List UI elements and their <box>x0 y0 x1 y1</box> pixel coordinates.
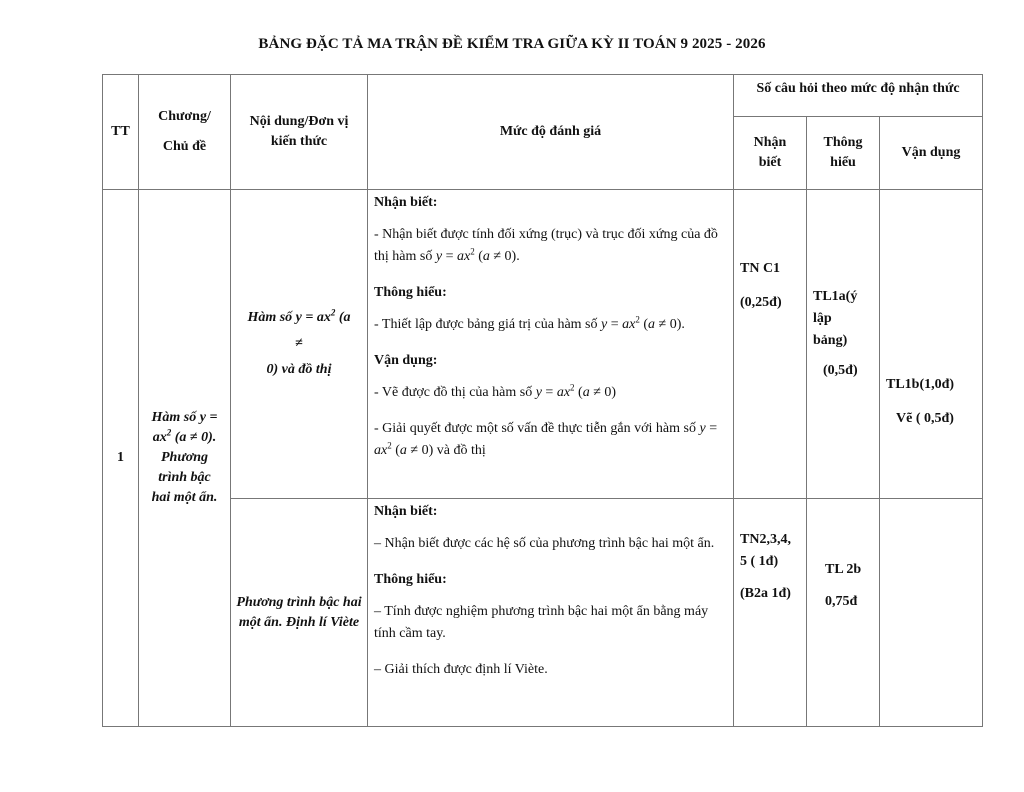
unit-name: Phương trình bậc hai một ẩn. Định lí Viète <box>231 499 368 727</box>
chapter-line5: hai một ẩn. <box>151 490 218 505</box>
header-chapter-line1: Chương/ <box>158 109 211 124</box>
section-heading: Nhận biết: <box>374 504 438 519</box>
header-content-line2: kiến thức <box>270 134 328 149</box>
header-recognize-line2: biết <box>758 155 782 170</box>
criteria-item: – Giải thích được định lí Viète. <box>374 662 548 677</box>
assessment-criteria <box>368 499 734 727</box>
chapter-line1: Hàm số y = <box>151 410 218 425</box>
row-chapter <box>139 190 231 727</box>
understand-cell: TL1a(ý lập bảng) (0,5đ) <box>807 190 880 499</box>
criteria-item: - Vẽ được đồ thị của hàm số $y = ax^2$ (a ≠ 0) <box>374 382 617 400</box>
assessment-criteria <box>368 190 734 499</box>
header-understand <box>807 117 880 190</box>
header-recognize <box>734 117 807 190</box>
header-recognize-line1: Nhận <box>753 135 787 150</box>
chapter-line3: Phương <box>160 450 209 465</box>
recognize-cell: TN C1 (0,25đ) <box>734 190 807 499</box>
criteria-item: - Thiết lập được bảng giá trị của hàm số $y = ax^2$ (a ≠ 0). <box>374 314 685 332</box>
recognize-cell: TN2,3,4, 5 ( 1đ) (B2a 1đ) <box>734 499 807 727</box>
section-heading: Thông hiểu: <box>374 572 447 587</box>
understand-cell: TL 2b 0,75đ <box>807 499 880 727</box>
header-question-count: Số câu hỏi theo mức độ nhận thức <box>734 75 983 117</box>
chapter-line2: $ax^2$ (a ≠ 0). <box>152 427 217 445</box>
section-heading: Thông hiểu: <box>374 285 447 300</box>
criteria-item: - Giải quyết được một số vấn đề thực tiễn gắn với hàm số $y = ax^2$ (a ≠ 0) và đồ thị <box>374 421 718 458</box>
header-apply: Vận dụng <box>880 117 983 190</box>
header-level: Mức độ đánh giá <box>368 75 734 190</box>
header-chapter <box>139 75 231 190</box>
section-heading: Nhận biết: <box>374 195 438 210</box>
section-heading: Vận dụng: <box>374 353 438 368</box>
criteria-item: - Nhận biết được tính đối xứng (trục) và trục đối xứng của đồ thị hàm số $y = ax^2$ (a ≠ 0). <box>374 227 718 264</box>
criteria-item: – Nhận biết được các hệ số của phương trình bậc hai một ẩn. <box>374 536 715 551</box>
header-chapter-line2: Chủ đề <box>162 139 207 154</box>
criteria-item: – Tính được nghiệm phương trình bậc hai một ẩn bằng máy tính cầm tay. <box>374 604 709 641</box>
chapter-line4: trình bậc <box>158 470 211 485</box>
apply-cell: TL1b(1,0đ) Vẽ ( 0,5đ) <box>880 190 983 499</box>
row-tt: 1 <box>103 190 139 727</box>
specification-table <box>102 74 983 727</box>
unit-name: Hàm số $y = ax^2$ (a ≠ 0) và đồ thị <box>231 190 368 499</box>
header-tt: TT <box>103 75 139 190</box>
page-title: BẢNG ĐẶC TẢ MA TRẬN ĐỀ KIỂM TRA GIỮA KỲ II TOÁN 9 2025 - 2026 <box>258 36 766 52</box>
apply-cell <box>880 499 983 727</box>
header-content-line1: Nội dung/Đơn vị <box>249 114 349 129</box>
header-understand-line2: hiểu <box>830 155 856 170</box>
header-content <box>231 75 368 190</box>
header-understand-line1: Thông <box>823 135 863 150</box>
